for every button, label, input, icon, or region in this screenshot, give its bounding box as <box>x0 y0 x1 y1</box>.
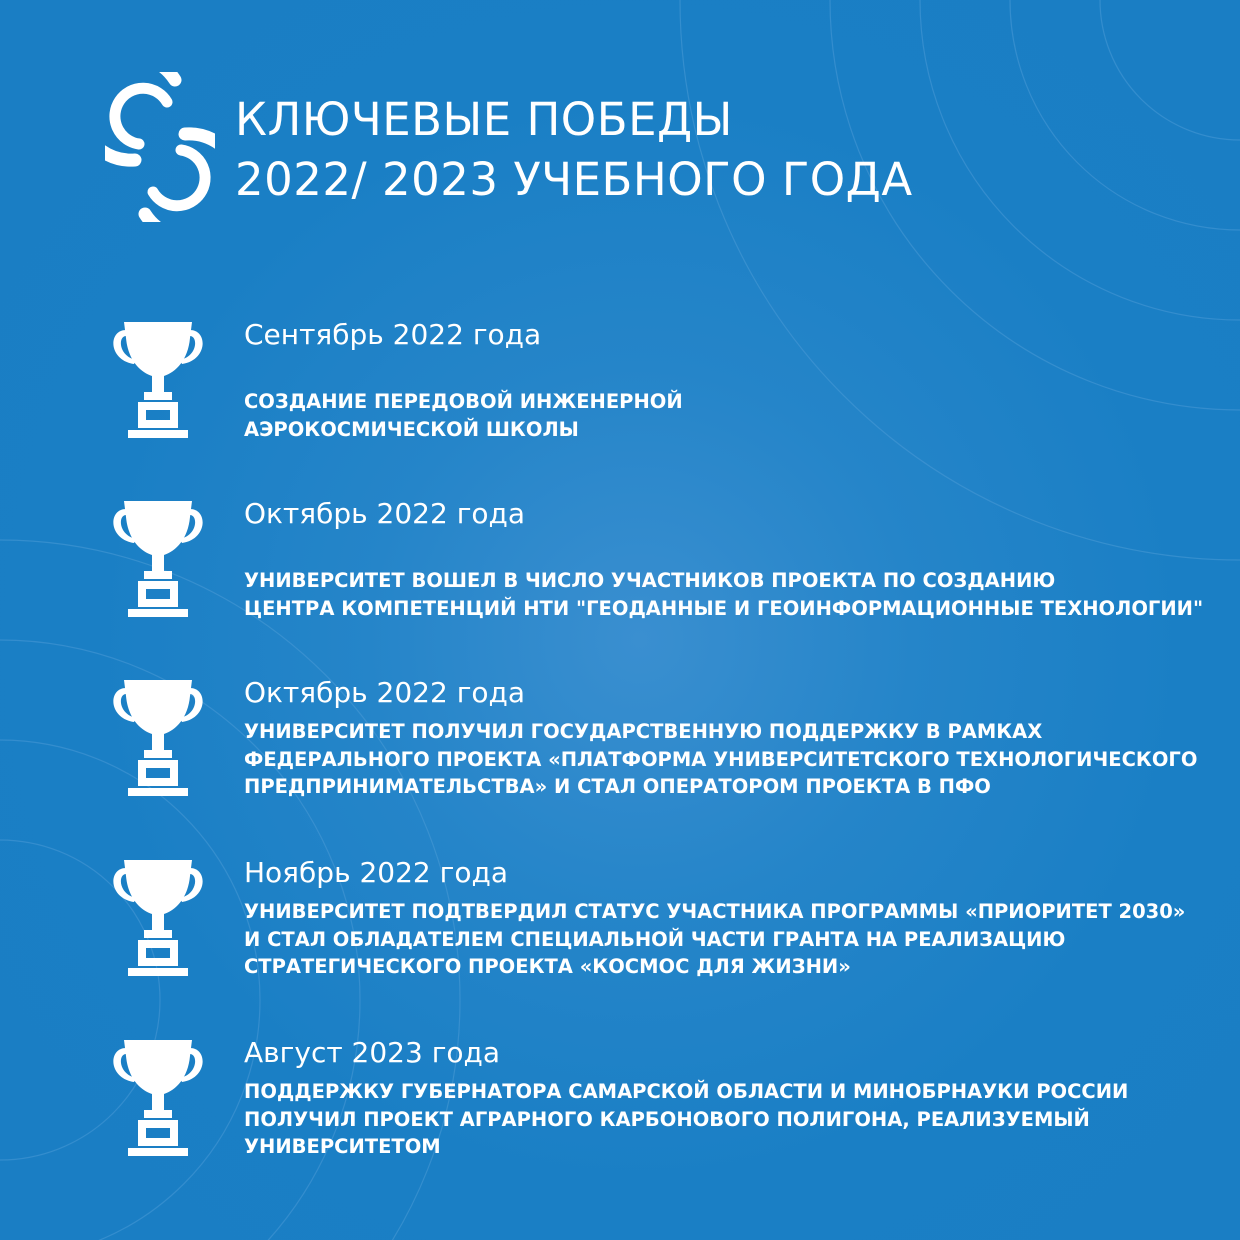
trophy-icon <box>112 858 204 978</box>
title-line-1: КЛЮЧЕВЫЕ ПОБЕДЫ <box>235 93 733 146</box>
achievement-description <box>244 898 1185 981</box>
trophy-icon <box>112 320 204 440</box>
page-title <box>235 90 913 210</box>
description-line: И СТАЛ ОБЛАДАТЕЛЕМ СПЕЦИАЛЬНОЙ ЧАСТИ ГРАНТА НА РЕАЛИЗАЦИЮ <box>244 927 1066 951</box>
achievement-description <box>244 567 1203 622</box>
description-line: СОЗДАНИЕ ПЕРЕДОВОЙ ИНЖЕНЕРНОЙ <box>244 390 683 413</box>
trophy-icon <box>112 499 204 619</box>
description-line: УНИВЕРСИТЕТ ВОШЕЛ В ЧИСЛО УЧАСТНИКОВ ПРОЕКТА ПО СОЗДАНИЮ <box>244 569 1056 592</box>
achievement-item <box>0 1036 1240 1206</box>
description-line: ЦЕНТРА КОМПЕТЕНЦИЙ НТИ "ГЕОДАННЫЕ И ГЕОИНФОРМАЦИОННЫЕ ТЕХНОЛОГИИ" <box>244 596 1204 620</box>
description-line: УНИВЕРСИТЕТ ПОЛУЧИЛ ГОСУДАРСТВЕННУЮ ПОДДЕРЖКУ В РАМКАХ <box>244 720 1043 743</box>
achievement-date: Сентябрь 2022 года <box>244 318 542 351</box>
description-line: УНИВЕРСИТЕТ ПОДТВЕРДИЛ СТАТУС УЧАСТНИКА ПРОГРАММЫ «ПРИОРИТЕТ 2030» <box>244 900 1186 923</box>
achievement-date: Октябрь 2022 года <box>244 676 526 709</box>
achievement-item <box>0 676 1240 846</box>
achievement-description <box>244 718 1197 801</box>
achievement-description <box>244 1078 1128 1161</box>
description-line: ПРЕДПРИНИМАТЕЛЬСТВА» И СТАЛ ОПЕРАТОРОМ ПРОЕКТА В ПФО <box>244 775 991 798</box>
achievement-item <box>0 318 1240 488</box>
page-header <box>105 72 1105 222</box>
trophy-icon <box>112 1038 204 1158</box>
achievement-description <box>244 388 683 443</box>
achievement-date: Октябрь 2022 года <box>244 497 526 530</box>
trophy-icon <box>112 678 204 798</box>
achievement-date: Ноябрь 2022 года <box>244 856 508 889</box>
description-line: АЭРОКОСМИЧЕСКОЙ ШКОЛЫ <box>244 417 579 441</box>
achievement-item <box>0 497 1240 667</box>
title-line-2: 2022/ 2023 УЧЕБНОГО ГОДА <box>235 153 913 206</box>
university-logo-icon <box>105 72 215 222</box>
description-line: СТРАТЕГИЧЕСКОГО ПРОЕКТА «КОСМОС ДЛЯ ЖИЗНИ» <box>244 955 851 978</box>
achievement-date: Август 2023 года <box>244 1036 501 1069</box>
description-line: ПОДДЕРЖКУ ГУБЕРНАТОРА САМАРСКОЙ ОБЛАСТИ И МИНОБРНАУКИ РОССИИ <box>244 1080 1129 1103</box>
description-line: УНИВЕРСИТЕТОМ <box>244 1135 441 1158</box>
description-line: ФЕДЕРАЛЬНОГО ПРОЕКТА «ПЛАТФОРМА УНИВЕРСИТЕТСКОГО ТЕХНОЛОГИЧЕСКОГО <box>244 747 1198 771</box>
achievement-item <box>0 856 1240 1026</box>
description-line: ПОЛУЧИЛ ПРОЕКТ АГРАРНОГО КАРБОНОВОГО ПОЛИГОНА, РЕАЛИЗУЕМЫЙ <box>244 1107 1090 1131</box>
